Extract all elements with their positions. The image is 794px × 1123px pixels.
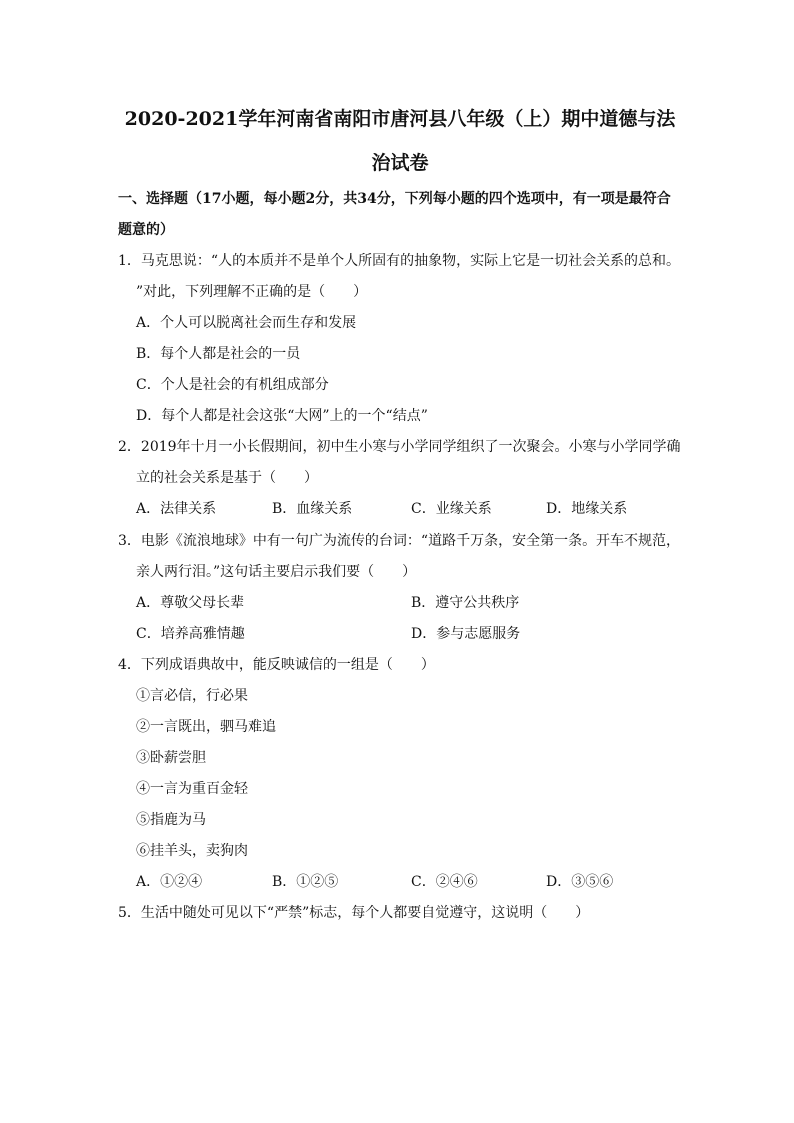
question-1-stem-line-1: 1．马克思说：“人的本质并不是单个人所固有的抽象物，实际上它是一切社会关系的总和。 <box>118 253 681 269</box>
section-heading-line-1: 一、选择题（17小题，每小题2分，共34分，下列每小题的四个选项中，有一项是最符合 <box>118 191 671 207</box>
question-4-option-b: B．①②⑤ <box>272 874 339 890</box>
question-4-item-1: ①言必信，行必果 <box>136 688 248 704</box>
question-1-option-a: A．个人可以脱离社会而生存和发展 <box>136 315 357 331</box>
question-4-item-6: ⑥挂羊头，卖狗肉 <box>136 843 248 859</box>
question-1-option-d: D．每个人都是社会这张“大网”上的一个“结点” <box>136 408 428 424</box>
question-4-item-3: ③卧薪尝胆 <box>136 750 206 766</box>
section-heading-line-2: 题意的） <box>118 222 174 238</box>
question-4-item-5: ⑤指鹿为马 <box>136 812 206 828</box>
question-2-stem-line-1: 2．2019年十月一小长假期间，初中生小寒与小学同学组织了一次聚会。小寒与小学同学确 <box>118 439 681 455</box>
question-4-option-c: C．②④⑥ <box>411 874 478 890</box>
question-2-option-a: A．法律关系 <box>136 501 217 517</box>
question-2-option-c: C．业缘关系 <box>411 501 492 517</box>
question-2-stem-line-2: 立的社会关系是基于（ ） <box>136 470 318 486</box>
question-3-option-d: D．参与志愿服务 <box>411 626 521 642</box>
question-3-option-a: A．尊敬父母长辈 <box>136 595 245 611</box>
question-4-stem: 4．下列成语典故中，能反映诚信的一组是（ ） <box>118 657 435 673</box>
question-3-option-b: B．遵守公共秩序 <box>411 595 520 611</box>
question-4-option-d: D．③⑤⑥ <box>546 874 614 890</box>
question-4-option-a: A．①②④ <box>136 874 203 890</box>
question-2-option-b: B．血缘关系 <box>272 501 353 517</box>
exam-title-line-1: 2020-2021学年河南省南阳市唐河县八年级（上）期中道德与法 <box>124 108 676 130</box>
question-5-stem: 5．生活中随处可见以下“严禁”标志，每个人都要自觉遵守，这说明（ ） <box>118 905 590 921</box>
question-1-option-c: C．个人是社会的有机组成部分 <box>136 377 329 393</box>
question-1-option-b: B．每个人都是社会的一员 <box>136 346 301 362</box>
question-3-stem-line-1: 3．电影《流浪地球》中有一句广为流传的台词：“道路千万条，安全第一条。开车不规范， <box>118 533 681 549</box>
question-4-item-4: ④一言为重百金轻 <box>136 781 248 797</box>
question-2-option-d: D．地缘关系 <box>546 501 628 517</box>
question-3-stem-line-2: 亲人两行泪。”这句话主要启示我们要（ ） <box>136 564 417 580</box>
question-3-option-c: C．培养高雅情趣 <box>136 626 245 642</box>
question-1-stem-line-2: ”对此，下列理解不正确的是（ ） <box>136 284 368 300</box>
exam-title-line-2: 治试卷 <box>371 152 429 174</box>
question-4-item-2: ②一言既出，驷马难追 <box>136 719 276 735</box>
